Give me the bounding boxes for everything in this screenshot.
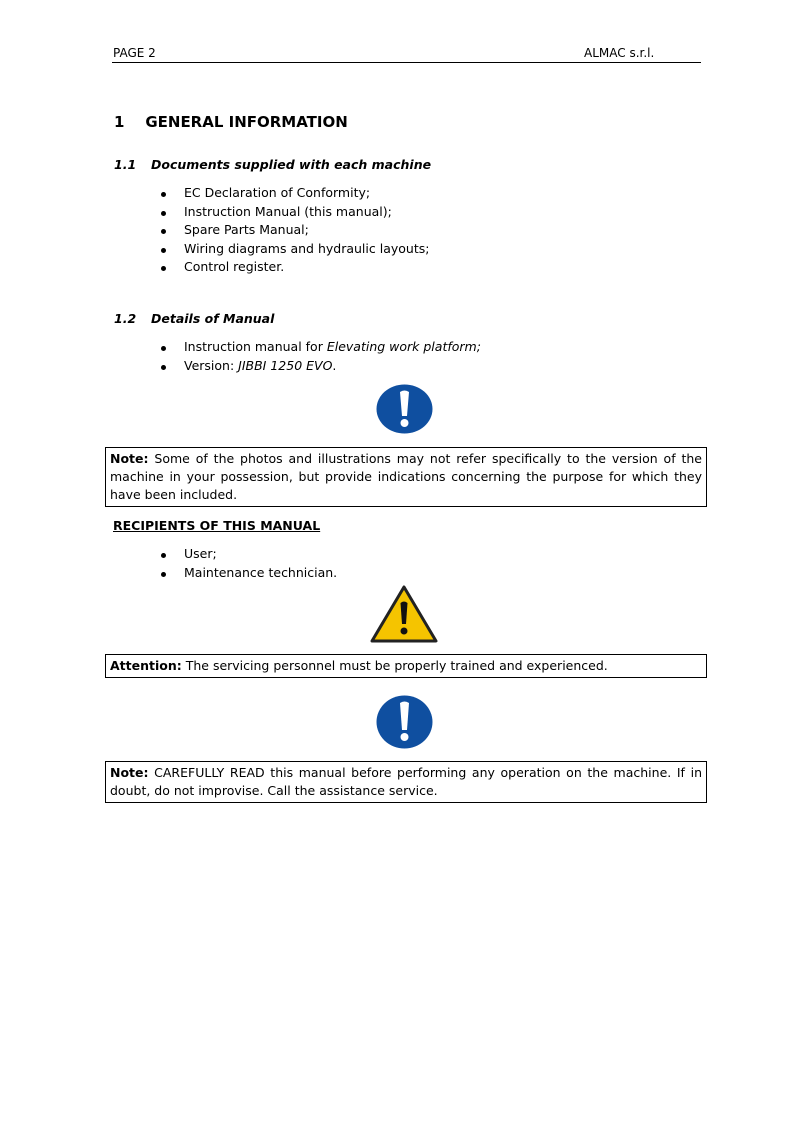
item-italic: Elevating work platform; [326,339,481,354]
list-item: Control register. [160,258,429,277]
attention-label: Attention: [110,658,182,673]
header-rule [112,62,701,63]
page-number: PAGE 2 [113,46,156,60]
item-text: Version: [184,357,239,373]
item-text: . [332,357,337,373]
list-item [160,357,481,376]
company-name: ALMAC s.r.l. [584,46,655,60]
note-box [105,447,707,507]
note-text: CAREFULLY READ this manual before performing any operation on the machine. If in doubt, do not improvise. Call the assistance service. [110,765,702,798]
section-title: Documents supplied with each machine [151,157,432,172]
section-title: Details of Manual [151,311,275,326]
list-item: EC Declaration of Conformity; [160,184,429,203]
info-exclamation-icon [376,695,433,749]
section-number: 1.2 [114,311,137,326]
item-italic: JIBBI 1250 EVO [238,357,333,373]
note-box [105,761,707,803]
recipients-list [160,545,337,582]
list-item: User; [160,545,337,564]
section-heading-1-2 [114,311,274,326]
attention-box [105,654,707,678]
list-item: Maintenance technician. [160,564,337,583]
list-item: Spare Parts Manual; [160,221,429,240]
manual-details-list [160,338,481,375]
section-number: 1.1 [114,157,137,172]
warning-triangle-icon [370,585,438,643]
section-heading-1-1 [114,157,431,172]
list-item [160,338,481,357]
note-label: Note: [110,765,149,780]
section-title: GENERAL INFORMATION [145,113,348,131]
section-heading-1 [114,113,348,131]
list-item: Wiring diagrams and hydraulic layouts; [160,240,429,259]
section-number: 1 [114,113,125,131]
info-exclamation-icon [376,384,433,434]
documents-list [160,184,429,277]
item-text: Instruction manual for [184,339,327,354]
note-text: Some of the photos and illustrations may not refer specifically to the version of the machine in your possession, but provide indications concerning the purpose for which they have been included. [110,451,702,502]
list-item: Instruction Manual (this manual); [160,203,429,222]
note-label: Note: [110,451,149,466]
recipients-heading: RECIPIENTS OF THIS MANUAL [113,518,321,533]
attention-text: The servicing personnel must be properly trained and experienced. [181,658,608,673]
